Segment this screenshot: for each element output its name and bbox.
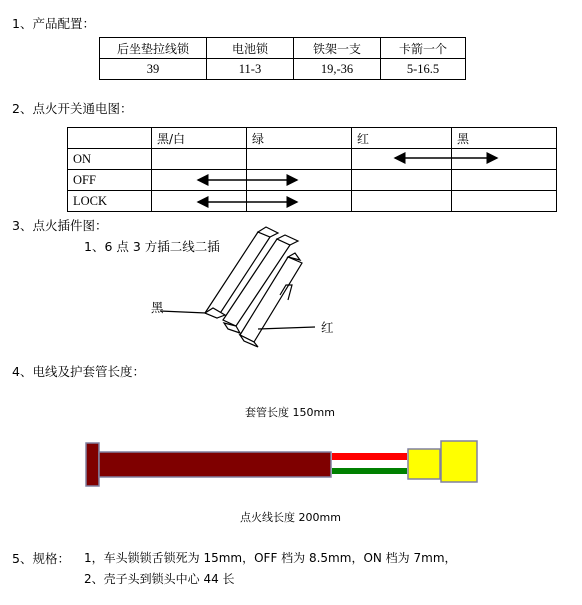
section1-title: 1、产品配置： <box>12 16 95 31</box>
switch-row-label: LOCK <box>68 191 152 212</box>
config-value: 5-16.5 <box>381 59 466 80</box>
config-value: 11-3 <box>207 59 294 80</box>
config-value: 19,-36 <box>294 59 381 80</box>
switch-row-label: OFF <box>68 170 152 191</box>
config-header: 电池锁 <box>207 38 294 59</box>
switch-row-label: ON <box>68 149 152 170</box>
section4-title: 4、电线及护套管长度： <box>12 364 145 379</box>
section5-title: 5、规格： <box>12 551 70 566</box>
spec-line-1: 1，车头锁锁舌锁死为 15mm，OFF 档为 8.5mm，ON 档为 7mm， <box>84 551 457 565</box>
large-connector <box>441 441 477 482</box>
sleeve-length-label: 套管长度 150mm <box>245 406 335 419</box>
wire-length-label: 点火线长度 200mm <box>240 511 341 524</box>
section3-subtitle: 1、6 点 3 方插二线二插 <box>84 239 220 254</box>
label-red: 红 <box>321 320 334 335</box>
config-header: 铁架一支 <box>294 38 381 59</box>
switch-arrows <box>0 0 582 230</box>
red-wire <box>332 453 407 460</box>
switch-header: 红 <box>352 128 452 149</box>
sleeve-cap <box>86 443 99 486</box>
small-connector <box>408 449 440 479</box>
spec-line-2: 2、壳子头到锁头中心 44 长 <box>84 572 235 586</box>
switch-header: 绿 <box>247 128 352 149</box>
config-header: 后坐垫拉线锁 <box>100 38 207 59</box>
sleeve-body <box>99 452 331 477</box>
section3-title: 3、点火插件图： <box>12 218 108 233</box>
green-wire <box>332 468 407 474</box>
section2-title: 2、点火开关通电图： <box>12 101 133 116</box>
config-value: 39 <box>100 59 207 80</box>
wire-drawing <box>80 432 490 492</box>
switch-header: 黑/白 <box>152 128 247 149</box>
config-header: 卡箭一个 <box>381 38 466 59</box>
switch-header: 黑 <box>452 128 557 149</box>
label-black: 黑 <box>151 300 164 315</box>
